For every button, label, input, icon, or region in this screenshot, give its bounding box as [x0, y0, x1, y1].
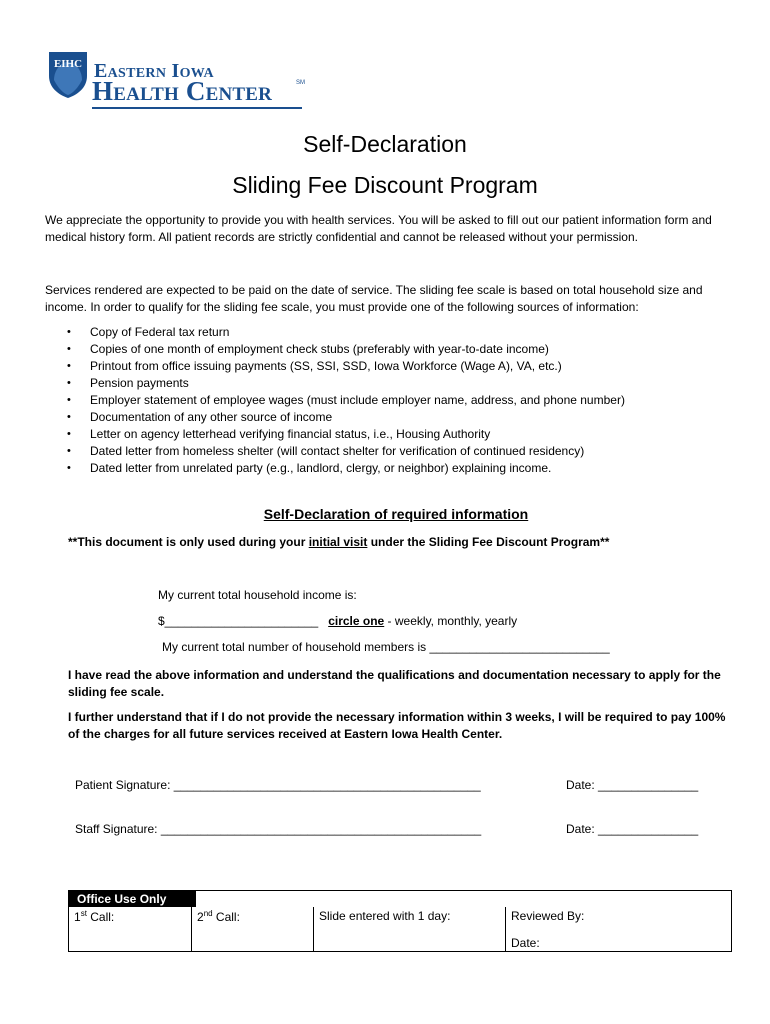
staff-signature-field[interactable]: Staff Signature: ________________________________________________: [75, 822, 482, 836]
initial-visit-notice: [68, 535, 609, 549]
document-subtitle: Sliding Fee Discount Program: [232, 172, 538, 198]
second-call-number: 2: [197, 910, 204, 924]
logo-service-mark: SM: [296, 80, 305, 86]
household-income-field[interactable]: [158, 614, 517, 628]
logo-text-eastern-iowa: Eastern Iowa: [94, 60, 214, 82]
sources-list: [45, 324, 625, 477]
list-item: • Letter on agency letterhead verifying financial status, i.e., Housing Authority: [45, 426, 625, 443]
first-call-number: 1: [74, 910, 81, 924]
logo-emblem-text: EIHC: [53, 58, 83, 70]
second-call-cell[interactable]: [192, 907, 314, 952]
reviewed-date-label: Date:: [511, 936, 540, 950]
first-call-label: Call:: [86, 910, 115, 924]
office-use-header: Office Use Only: [69, 891, 196, 907]
staff-date-field[interactable]: Date: _______________: [566, 822, 699, 836]
logo-underline: [92, 107, 302, 109]
income-blank[interactable]: $_______________________: [158, 614, 319, 628]
office-use-table: [68, 890, 732, 952]
slide-entered-cell[interactable]: [314, 907, 506, 952]
list-item: • Documentation of any other source of income: [45, 409, 625, 426]
notice-text-after: under the Sliding Fee Discount Program**: [367, 535, 610, 549]
notice-underlined: initial visit: [308, 535, 368, 549]
list-item: • Pension payments: [45, 375, 625, 392]
second-call-suffix: nd: [203, 909, 213, 918]
reviewed-by-cell[interactable]: [506, 907, 731, 952]
household-members-field[interactable]: My current total number of household members is ___________________________: [162, 640, 610, 654]
circle-one-label: circle one: [328, 614, 385, 628]
patient-date-field[interactable]: Date: _______________: [566, 778, 699, 792]
reviewed-by-label: Reviewed By:: [511, 909, 585, 923]
list-item: • Dated letter from homeless shelter (will contact shelter for verification of continued residency): [45, 443, 625, 460]
services-paragraph: Services rendered are expected to be paid on the date of service. The sliding fee scale is based on total household size and income. In order to qualify for the sliding fee scale, you must provide one of the following sources of information:: [45, 283, 703, 314]
eihc-shield-logo-icon: [47, 50, 89, 100]
acknowledgement-paragraph-1: I have read the above information and understand the qualifications and documentation necessary to apply for the sliding fee scale.: [68, 668, 721, 699]
household-income-label: My current total household income is:: [158, 588, 357, 602]
list-item: • Copy of Federal tax return: [45, 324, 625, 341]
first-call-suffix: st: [80, 909, 87, 918]
document-title: Self-Declaration: [303, 131, 467, 157]
slide-entered-label: Slide entered with 1 day:: [319, 909, 451, 923]
acknowledgement-paragraph-2: I further understand that if I do not provide the necessary information within 3 weeks, I will be required to pay 100% of the charges for all future services received at Eastern Iowa Health Center.: [68, 710, 726, 741]
first-call-cell[interactable]: [69, 907, 192, 952]
intro-paragraph: We appreciate the opportunity to provide you with health services. You will be asked to fill out our patient information form and medical history form. All patient records are strictly confidential and cannot be released without your permission.: [45, 213, 712, 244]
second-call-label: Call:: [212, 910, 240, 924]
income-frequency-options[interactable]: - weekly, monthly, yearly: [384, 614, 518, 628]
logo-text-health-center: Health Center: [92, 76, 273, 106]
patient-signature-field[interactable]: Patient Signature: ______________________________________________: [75, 778, 481, 792]
list-item: • Printout from office issuing payments (SS, SSI, SSD, Iowa Workforce (Wage A), VA, etc.): [45, 358, 625, 375]
list-item: • Employer statement of employee wages (must include employer name, address, and phone number): [45, 392, 625, 409]
list-item: • Copies of one month of employment check stubs (preferably with year-to-date income): [45, 341, 625, 358]
section-heading: Self-Declaration of required information: [263, 506, 529, 522]
list-item: • Dated letter from unrelated party (e.g., landlord, clergy, or neighbor) explaining income.: [45, 460, 625, 477]
notice-text-before: **This document is only used during your: [68, 535, 309, 549]
